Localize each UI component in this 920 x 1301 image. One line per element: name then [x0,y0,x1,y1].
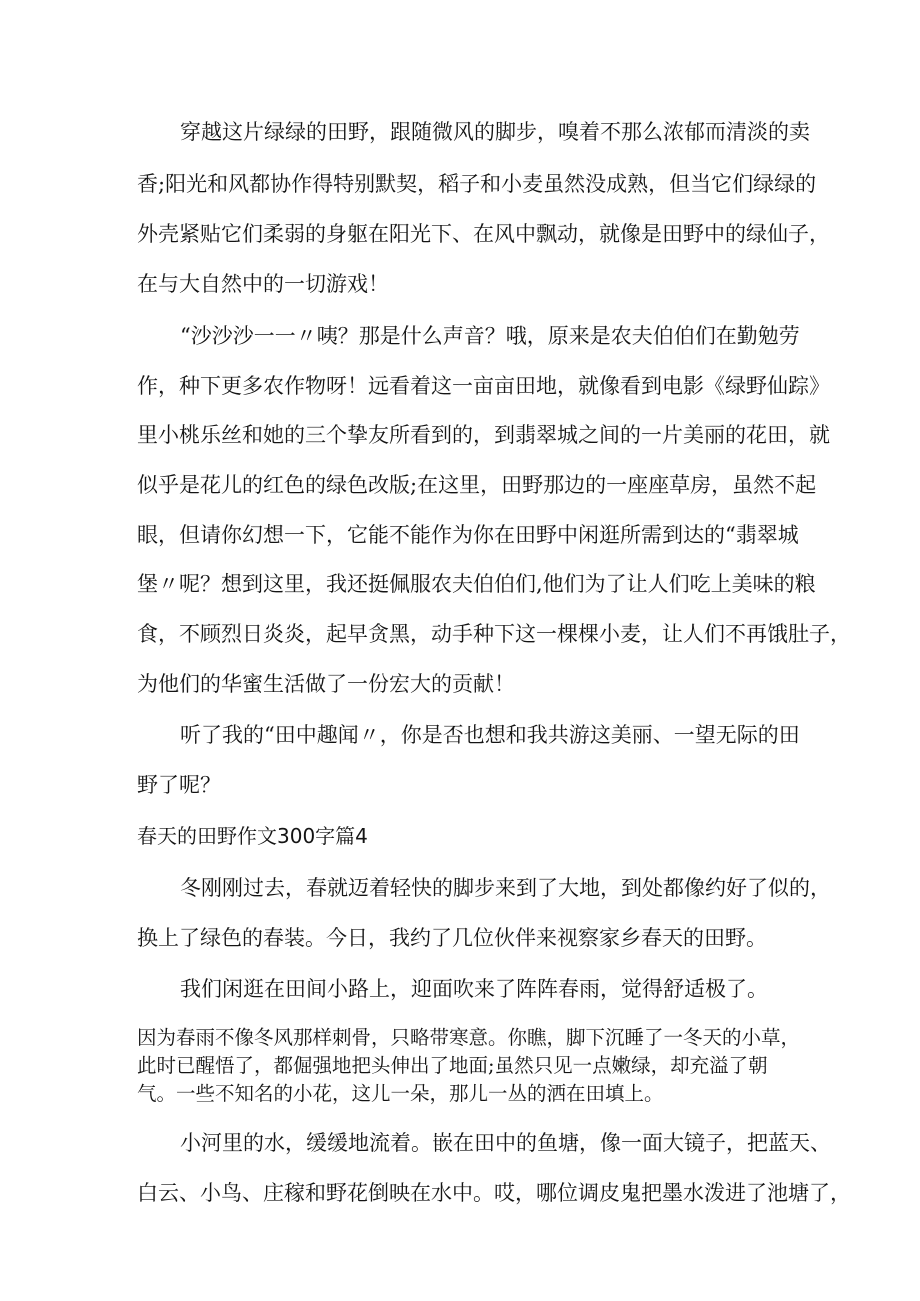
paragraph-3-line-2: 野了呢？ [137,773,221,797]
paragraph-1-line-4: 在与大自然中的一切游戏！ [137,272,389,296]
paragraph-3-line-1: 听了我的“田中趣闻〃，你是否也想和我共游这美丽、一望无际的田 [180,723,800,747]
paragraph-2-line-5: 眼，但请你幻想一下，它能不能作为你在田野中闲逛所需到达的“翡翠城 [137,523,799,547]
paragraph-2-line-6: 堡〃呢？想到这里，我还挺佩服农夫伯伯们,他们为了让人们吃上美味的粮 [137,572,816,596]
paragraph-2-line-3: 里小桃乐丝和她的三个挚友所看到的，到翡翠城之间的一片美丽的花田，就 [137,423,830,447]
section2-paragraph-2-line-1: 我们闲逛在田间小路上，迎面吹来了阵阵春雨，觉得舒适极了。 [180,977,768,1001]
paragraph-2-line-4: 似乎是花儿的红色的绿色改版;在这里，田野那边的一座座草房，虽然不起 [137,473,817,497]
section2-paragraph-1-line-1: 冬刚刚过去，春就迈着轻快的脚步来到了大地，到处都像约好了似的， [180,876,831,900]
paragraph-2-line-1: “沙沙沙一一〃咦？那是什么声音？哦，原来是农夫伯伯们在勤勉劳 [180,324,800,348]
section2-paragraph-4-line-1: 小河里的水，缓缓地流着。嵌在田中的鱼塘，像一面大镜子，把蓝天、 [180,1131,831,1155]
section2-paragraph-3-line-1: 因为春雨不像冬风那样刺骨，只略带寒意。你瞧，脚下沉睡了一冬天的小草， [137,1026,801,1049]
paragraph-1-line-3: 外壳紧贴它们柔弱的身躯在阳光下、在风中飘动，就像是田野中的绿仙子， [137,222,830,246]
paragraph-2-line-8: 为他们的华蜜生活做了一份宏大的贡献！ [137,672,515,696]
paragraph-2-line-7: 食，不顾烈日炎炎，起早贪黑，动手种下这一棵棵小麦，让人们不再饿肚子， [137,622,851,646]
section2-paragraph-3-line-2: 此时已醒悟了，都倔强地把头伸出了地面;虽然只见一点嫩绿，却充溢了朝 [137,1054,768,1077]
paragraph-2-line-2: 作，种下更多农作物呀！远看着这一亩亩田地，就像看到电影《绿野仙踪》 [137,374,830,398]
section2-paragraph-3-line-3: 气。一些不知名的小花，这儿一朵，那儿一丛的洒在田填上。 [137,1082,664,1105]
paragraph-1-line-2: 香;阳光和风都协作得特别默契，稻子和小麦虽然没成熟，但当它们绿绿的 [137,172,817,196]
paragraph-1-line-1: 穿越这片绿绿的田野，跟随微风的脚步，嗅着不那么浓郁而清淡的卖 [180,120,810,144]
section2-paragraph-1-line-2: 换上了绿色的春装。今日，我约了几位伙伴来视察家乡春天的田野。 [137,926,767,950]
section2-paragraph-4-line-2: 白云、小鸟、庄稼和野花倒映在水中。哎，哪位调皮鬼把墨水泼进了池塘了， [137,1181,851,1205]
section-title: 春天的田野作文300字篇4 [137,824,368,848]
